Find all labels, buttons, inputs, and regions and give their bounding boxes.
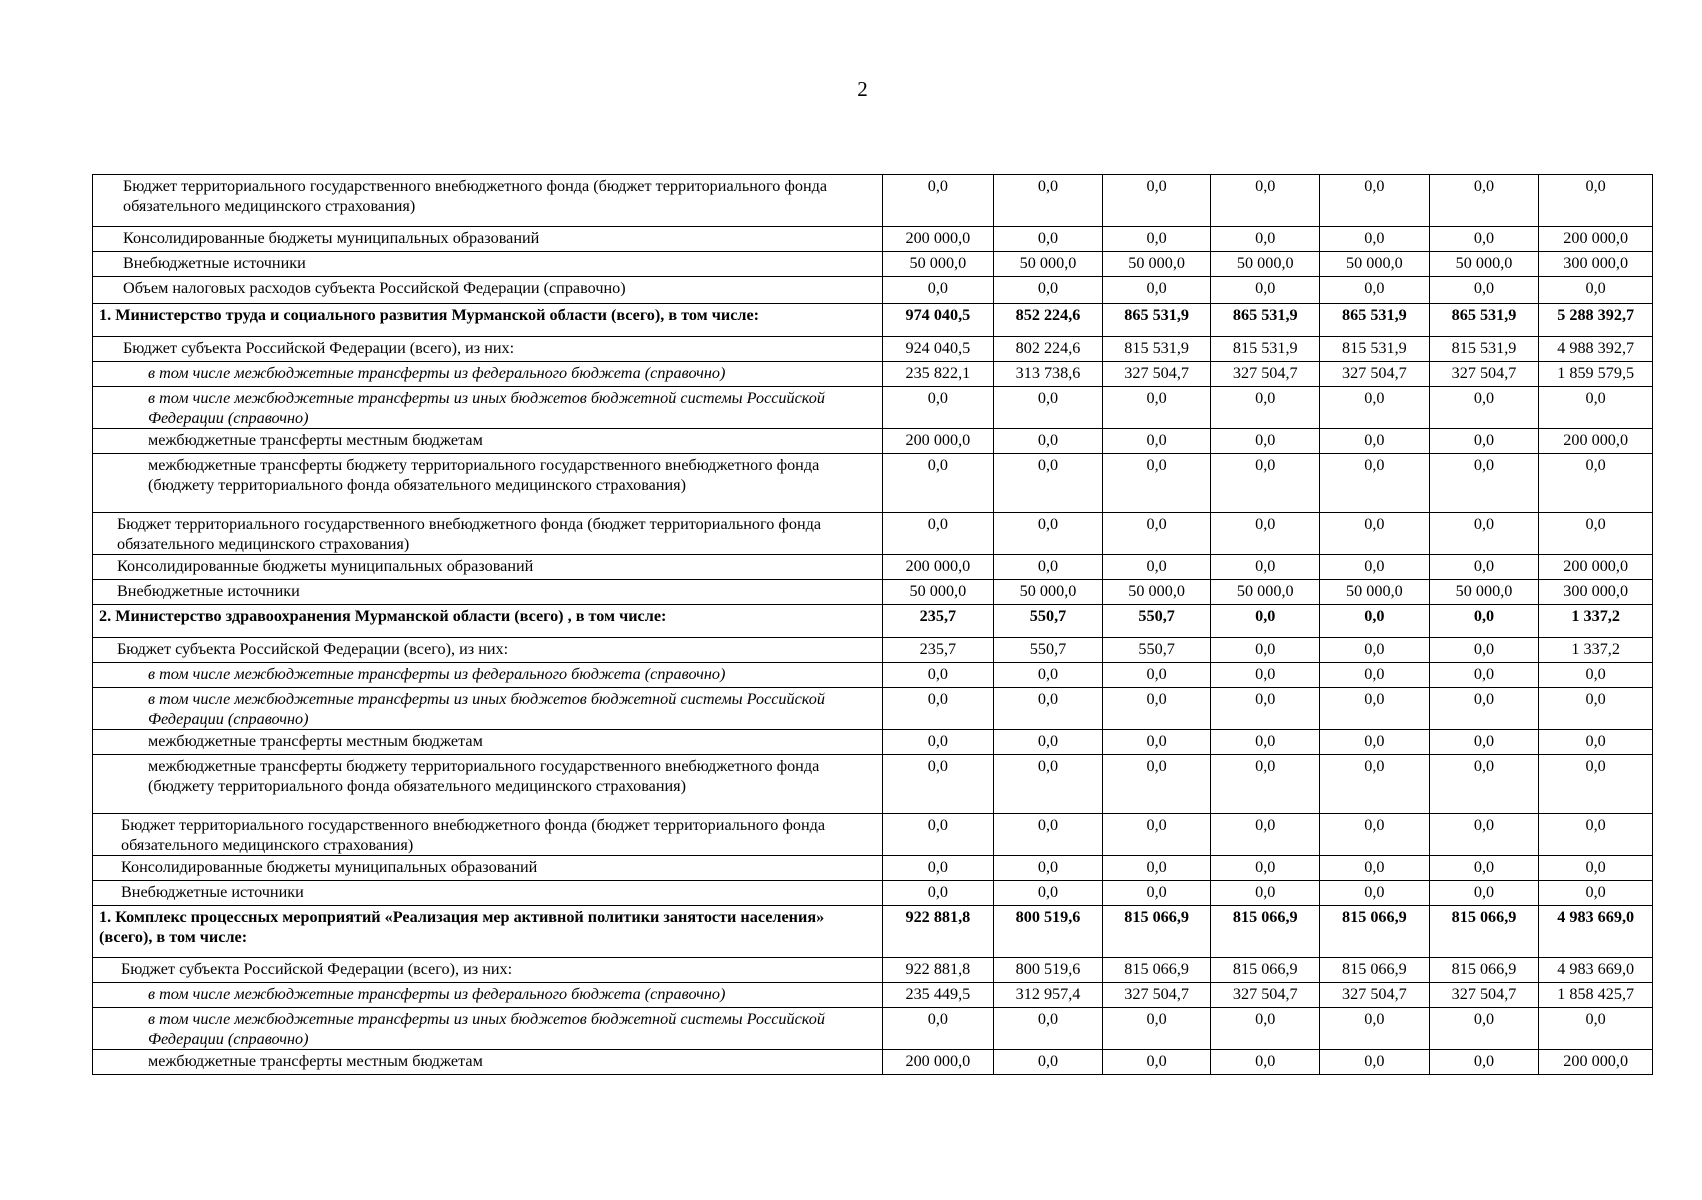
value-cell: 200 000,0: [882, 555, 994, 580]
table-row: [93, 227, 1653, 252]
row-label: 2. Министерство здравоохранения Мурманской области (всего) , в том числе:: [93, 605, 883, 638]
table-row: [93, 663, 1653, 688]
table-row: [93, 1008, 1653, 1050]
value-cell: 0,0: [1429, 638, 1539, 663]
value-cell: 0,0: [1211, 814, 1320, 856]
value-cell: 0,0: [1429, 175, 1539, 227]
value-cell: 0,0: [1320, 688, 1430, 730]
value-cell: 0,0: [1211, 856, 1320, 881]
row-label: межбюджетные трансферты местным бюджетам: [93, 1050, 883, 1075]
table-row: [93, 814, 1653, 856]
value-cell: 50 000,0: [882, 580, 994, 605]
value-cell: 0,0: [1429, 856, 1539, 881]
row-label: Внебюджетные источники: [93, 252, 883, 277]
value-cell: 50 000,0: [1211, 252, 1320, 277]
value-cell: 0,0: [1429, 227, 1539, 252]
value-cell: 0,0: [1320, 227, 1430, 252]
row-label: в том числе межбюджетные трансферты из иных бюджетов бюджетной системы Российской Федерации (справочно): [93, 1008, 883, 1050]
value-cell: 0,0: [1429, 429, 1539, 454]
value-cell: 0,0: [1102, 881, 1211, 906]
table-row: [93, 454, 1653, 513]
value-cell: 815 531,9: [1211, 337, 1320, 362]
value-cell: 815 066,9: [1211, 906, 1320, 958]
table-row: [93, 638, 1653, 663]
value-cell: 0,0: [1211, 387, 1320, 429]
row-label: в том числе межбюджетные трансферты из федерального бюджета (справочно): [93, 663, 883, 688]
table-row: [93, 958, 1653, 983]
value-cell: 0,0: [994, 429, 1103, 454]
total-cell: 1 859 579,5: [1539, 362, 1653, 387]
total-cell: 1 337,2: [1539, 605, 1653, 638]
value-cell: 0,0: [1102, 429, 1211, 454]
value-cell: 815 531,9: [1102, 337, 1211, 362]
value-cell: 0,0: [882, 688, 994, 730]
value-cell: 200 000,0: [882, 429, 994, 454]
value-cell: 0,0: [1429, 387, 1539, 429]
value-cell: 235 449,5: [882, 983, 994, 1008]
table-row: [93, 688, 1653, 730]
value-cell: 0,0: [994, 856, 1103, 881]
table-row: [93, 252, 1653, 277]
value-cell: 0,0: [882, 856, 994, 881]
value-cell: 0,0: [994, 1008, 1103, 1050]
value-cell: 235,7: [882, 605, 994, 638]
value-cell: 550,7: [1102, 605, 1211, 638]
value-cell: 50 000,0: [1211, 580, 1320, 605]
total-cell: 0,0: [1539, 856, 1653, 881]
value-cell: 0,0: [882, 513, 994, 555]
value-cell: 0,0: [1211, 454, 1320, 513]
value-cell: 0,0: [1320, 605, 1430, 638]
value-cell: 0,0: [1102, 755, 1211, 814]
total-cell: 0,0: [1539, 814, 1653, 856]
value-cell: 550,7: [1102, 638, 1211, 663]
row-label: Внебюджетные источники: [93, 580, 883, 605]
row-label: Бюджет субъекта Российской Федерации (всего), из них:: [93, 958, 883, 983]
value-cell: 0,0: [882, 277, 994, 304]
value-cell: 0,0: [1102, 227, 1211, 252]
value-cell: 0,0: [994, 1050, 1103, 1075]
value-cell: 815 066,9: [1102, 906, 1211, 958]
table-row: [93, 362, 1653, 387]
value-cell: 0,0: [994, 277, 1103, 304]
value-cell: 815 531,9: [1320, 337, 1430, 362]
value-cell: 0,0: [1102, 663, 1211, 688]
value-cell: 815 066,9: [1429, 906, 1539, 958]
row-label: межбюджетные трансферты бюджету территориального государственного внебюджетного фонда (бюджету территориального фонда обязательного медицинского страхования): [93, 454, 883, 513]
budget-table: [92, 174, 1653, 1075]
value-cell: 0,0: [994, 227, 1103, 252]
value-cell: 0,0: [1320, 856, 1430, 881]
value-cell: 0,0: [882, 454, 994, 513]
row-label: Внебюджетные источники: [93, 881, 883, 906]
value-cell: 200 000,0: [882, 227, 994, 252]
value-cell: 0,0: [1102, 175, 1211, 227]
value-cell: 313 738,6: [994, 362, 1103, 387]
value-cell: 0,0: [882, 175, 994, 227]
total-cell: 0,0: [1539, 688, 1653, 730]
value-cell: 924 040,5: [882, 337, 994, 362]
value-cell: 0,0: [994, 688, 1103, 730]
value-cell: 802 224,6: [994, 337, 1103, 362]
row-label: Бюджет субъекта Российской Федерации (всего), из них:: [93, 337, 883, 362]
value-cell: 0,0: [1211, 730, 1320, 755]
value-cell: 0,0: [994, 454, 1103, 513]
value-cell: 815 066,9: [1102, 958, 1211, 983]
value-cell: 0,0: [1320, 755, 1430, 814]
row-label: межбюджетные трансферты бюджету территориального государственного внебюджетного фонда (бюджету территориального фонда обязательного медицинского страхования): [93, 755, 883, 814]
value-cell: 0,0: [1211, 513, 1320, 555]
value-cell: 0,0: [1211, 638, 1320, 663]
value-cell: 0,0: [1320, 454, 1430, 513]
value-cell: 0,0: [1429, 454, 1539, 513]
row-label: Консолидированные бюджеты муниципальных образований: [93, 227, 883, 252]
value-cell: 0,0: [994, 175, 1103, 227]
total-cell: 4 983 669,0: [1539, 906, 1653, 958]
value-cell: 50 000,0: [1102, 252, 1211, 277]
row-label: Консолидированные бюджеты муниципальных образований: [93, 555, 883, 580]
row-label: Консолидированные бюджеты муниципальных образований: [93, 856, 883, 881]
value-cell: 0,0: [1429, 277, 1539, 304]
value-cell: 0,0: [994, 755, 1103, 814]
value-cell: 327 504,7: [1102, 983, 1211, 1008]
value-cell: 550,7: [994, 638, 1103, 663]
value-cell: 0,0: [1211, 227, 1320, 252]
value-cell: 0,0: [1211, 1050, 1320, 1075]
value-cell: 0,0: [1211, 555, 1320, 580]
table-row: [93, 881, 1653, 906]
page-number: 2: [857, 77, 868, 101]
value-cell: 50 000,0: [882, 252, 994, 277]
value-cell: 0,0: [1102, 1008, 1211, 1050]
value-cell: 0,0: [1320, 429, 1430, 454]
value-cell: 312 957,4: [994, 983, 1103, 1008]
value-cell: 0,0: [1429, 663, 1539, 688]
total-cell: 200 000,0: [1539, 1050, 1653, 1075]
total-cell: 300 000,0: [1539, 580, 1653, 605]
value-cell: 0,0: [882, 755, 994, 814]
value-cell: 0,0: [1102, 387, 1211, 429]
total-cell: 4 988 392,7: [1539, 337, 1653, 362]
table-row: [93, 580, 1653, 605]
value-cell: 0,0: [1320, 1050, 1430, 1075]
value-cell: 0,0: [1320, 1008, 1430, 1050]
value-cell: 50 000,0: [1429, 580, 1539, 605]
value-cell: 0,0: [1429, 755, 1539, 814]
value-cell: 815 066,9: [1320, 906, 1430, 958]
value-cell: 0,0: [1320, 387, 1430, 429]
total-cell: 0,0: [1539, 730, 1653, 755]
value-cell: 0,0: [1320, 513, 1430, 555]
value-cell: 235 822,1: [882, 362, 994, 387]
value-cell: 0,0: [1320, 814, 1430, 856]
table-row: [93, 337, 1653, 362]
value-cell: 815 066,9: [1320, 958, 1430, 983]
table-row: [93, 755, 1653, 814]
value-cell: 0,0: [1429, 730, 1539, 755]
value-cell: 0,0: [1429, 555, 1539, 580]
total-cell: 200 000,0: [1539, 429, 1653, 454]
value-cell: 50 000,0: [1429, 252, 1539, 277]
value-cell: 0,0: [994, 387, 1103, 429]
value-cell: 0,0: [1102, 277, 1211, 304]
total-cell: 0,0: [1539, 175, 1653, 227]
total-cell: 0,0: [1539, 755, 1653, 814]
value-cell: 327 504,7: [1102, 362, 1211, 387]
row-label: Объем налоговых расходов субъекта Российской Федерации (справочно): [93, 277, 883, 304]
value-cell: 0,0: [882, 814, 994, 856]
value-cell: 0,0: [1102, 555, 1211, 580]
value-cell: 327 504,7: [1429, 362, 1539, 387]
table-row: [93, 429, 1653, 454]
value-cell: 550,7: [994, 605, 1103, 638]
value-cell: 0,0: [1429, 814, 1539, 856]
value-cell: 0,0: [1320, 881, 1430, 906]
value-cell: 852 224,6: [994, 304, 1103, 337]
value-cell: 0,0: [1320, 730, 1430, 755]
total-cell: 0,0: [1539, 663, 1653, 688]
value-cell: 0,0: [1102, 814, 1211, 856]
table-row: [93, 906, 1653, 958]
row-label: в том числе межбюджетные трансферты из иных бюджетов бюджетной системы Российской Федерации (справочно): [93, 387, 883, 429]
budget-table-body: [93, 175, 1653, 1075]
value-cell: 0,0: [1102, 688, 1211, 730]
value-cell: 865 531,9: [1429, 304, 1539, 337]
value-cell: 327 504,7: [1320, 983, 1430, 1008]
total-cell: 0,0: [1539, 454, 1653, 513]
total-cell: 4 983 669,0: [1539, 958, 1653, 983]
row-label: в том числе межбюджетные трансферты из федерального бюджета (справочно): [93, 362, 883, 387]
row-label: в том числе межбюджетные трансферты из иных бюджетов бюджетной системы Российской Федерации (справочно): [93, 688, 883, 730]
table-row: [93, 555, 1653, 580]
value-cell: 0,0: [1211, 1008, 1320, 1050]
table-row: [93, 1050, 1653, 1075]
value-cell: 200 000,0: [882, 1050, 994, 1075]
value-cell: 0,0: [1211, 663, 1320, 688]
value-cell: 0,0: [1211, 688, 1320, 730]
value-cell: 0,0: [1211, 175, 1320, 227]
value-cell: 327 504,7: [1429, 983, 1539, 1008]
value-cell: 800 519,6: [994, 958, 1103, 983]
value-cell: 0,0: [994, 881, 1103, 906]
value-cell: 327 504,7: [1211, 362, 1320, 387]
table-row: [93, 730, 1653, 755]
row-label: Бюджет территориального государственного внебюджетного фонда (бюджет территориального фонда обязательного медицинского страхования): [93, 175, 883, 227]
row-label: Бюджет субъекта Российской Федерации (всего), из них:: [93, 638, 883, 663]
total-cell: 5 288 392,7: [1539, 304, 1653, 337]
value-cell: 0,0: [1429, 605, 1539, 638]
value-cell: 815 066,9: [1429, 958, 1539, 983]
value-cell: 815 066,9: [1211, 958, 1320, 983]
total-cell: 0,0: [1539, 277, 1653, 304]
row-label: межбюджетные трансферты местным бюджетам: [93, 429, 883, 454]
total-cell: 200 000,0: [1539, 555, 1653, 580]
value-cell: 0,0: [1102, 730, 1211, 755]
value-cell: 865 531,9: [1102, 304, 1211, 337]
value-cell: 0,0: [1102, 513, 1211, 555]
value-cell: 50 000,0: [1320, 580, 1430, 605]
total-cell: 0,0: [1539, 513, 1653, 555]
value-cell: 0,0: [1320, 277, 1430, 304]
value-cell: 50 000,0: [994, 252, 1103, 277]
value-cell: 0,0: [1211, 881, 1320, 906]
value-cell: 50 000,0: [1102, 580, 1211, 605]
value-cell: 0,0: [1102, 856, 1211, 881]
value-cell: 922 881,8: [882, 906, 994, 958]
value-cell: 0,0: [1320, 638, 1430, 663]
value-cell: 0,0: [1102, 454, 1211, 513]
total-cell: 0,0: [1539, 1008, 1653, 1050]
value-cell: 50 000,0: [1320, 252, 1430, 277]
value-cell: 0,0: [1429, 1050, 1539, 1075]
row-label: 1. Комплекс процессных мероприятий «Реализация мер активной политики занятости населения» (всего), в том числе:: [93, 906, 883, 958]
value-cell: 0,0: [1429, 881, 1539, 906]
value-cell: 0,0: [1211, 755, 1320, 814]
value-cell: 800 519,6: [994, 906, 1103, 958]
value-cell: 0,0: [994, 513, 1103, 555]
value-cell: 0,0: [1320, 175, 1430, 227]
total-cell: 0,0: [1539, 881, 1653, 906]
value-cell: 0,0: [1211, 429, 1320, 454]
value-cell: 0,0: [1211, 277, 1320, 304]
value-cell: 0,0: [882, 387, 994, 429]
value-cell: 0,0: [882, 1008, 994, 1050]
value-cell: 0,0: [882, 730, 994, 755]
table-row: [93, 605, 1653, 638]
value-cell: 327 504,7: [1320, 362, 1430, 387]
value-cell: 0,0: [1320, 555, 1430, 580]
value-cell: 50 000,0: [994, 580, 1103, 605]
value-cell: 974 040,5: [882, 304, 994, 337]
total-cell: 300 000,0: [1539, 252, 1653, 277]
row-label: в том числе межбюджетные трансферты из федерального бюджета (справочно): [93, 983, 883, 1008]
value-cell: 815 531,9: [1429, 337, 1539, 362]
table-row: [93, 513, 1653, 555]
value-cell: 0,0: [994, 730, 1103, 755]
value-cell: 0,0: [1429, 513, 1539, 555]
row-label: Бюджет территориального государственного внебюджетного фонда (бюджет территориального фонда обязательного медицинского страхования): [93, 814, 883, 856]
total-cell: 0,0: [1539, 387, 1653, 429]
value-cell: 0,0: [1211, 605, 1320, 638]
row-label: 1. Министерство труда и социального развития Мурманской области (всего), в том числе:: [93, 304, 883, 337]
table-row: [93, 387, 1653, 429]
value-cell: 0,0: [1102, 1050, 1211, 1075]
value-cell: 0,0: [994, 663, 1103, 688]
value-cell: 0,0: [1429, 1008, 1539, 1050]
value-cell: 865 531,9: [1211, 304, 1320, 337]
table-row: [93, 304, 1653, 337]
value-cell: 0,0: [882, 881, 994, 906]
total-cell: 1 858 425,7: [1539, 983, 1653, 1008]
value-cell: 0,0: [882, 663, 994, 688]
table-row: [93, 856, 1653, 881]
value-cell: 922 881,8: [882, 958, 994, 983]
value-cell: 865 531,9: [1320, 304, 1430, 337]
value-cell: 327 504,7: [1211, 983, 1320, 1008]
table-row: [93, 983, 1653, 1008]
value-cell: 0,0: [994, 814, 1103, 856]
row-label: межбюджетные трансферты местным бюджетам: [93, 730, 883, 755]
table-row: [93, 277, 1653, 304]
value-cell: 0,0: [994, 555, 1103, 580]
total-cell: 1 337,2: [1539, 638, 1653, 663]
value-cell: 0,0: [1320, 663, 1430, 688]
row-label: Бюджет территориального государственного внебюджетного фонда (бюджет территориального фонда обязательного медицинского страхования): [93, 513, 883, 555]
value-cell: 0,0: [1429, 688, 1539, 730]
total-cell: 200 000,0: [1539, 227, 1653, 252]
table-row: [93, 175, 1653, 227]
value-cell: 235,7: [882, 638, 994, 663]
